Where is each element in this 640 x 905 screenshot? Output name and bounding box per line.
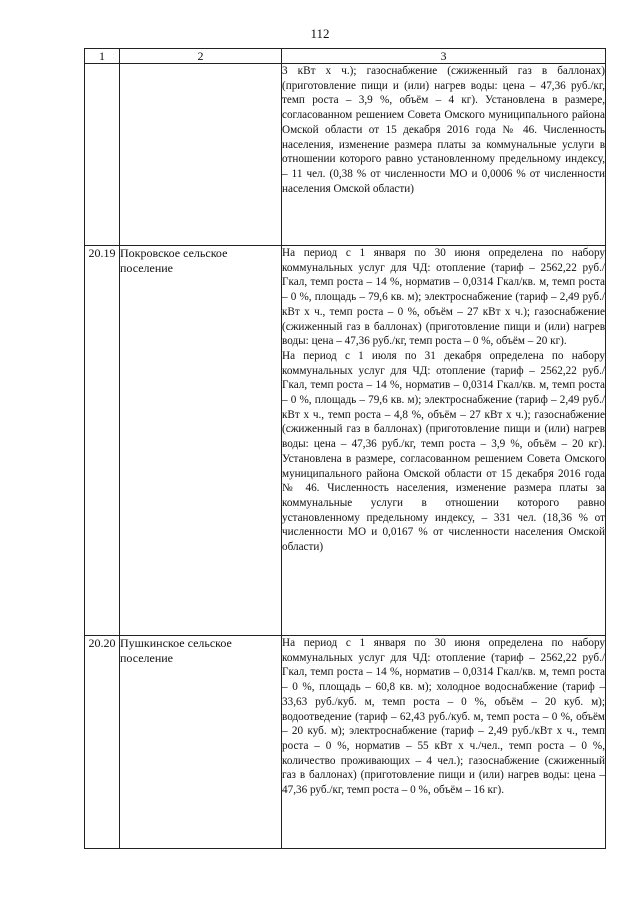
municipality-name — [120, 64, 282, 246]
description-paragraph: На период с 1 января по 30 июня определена по набору коммунальных услуг для ЧД: отопление (тариф – 2562,22 руб./Гкал, темп роста – 14 %, норматив – 0,0314 Гкал/кв. м, темп роста – 0 %, площадь – 79,6 кв. м); электроснабжение (тариф – 2,49 руб./кВт х ч., темп роста – 0 %, объём – 27 кВт х ч.); газоснабжение (сжиженный газ в баллонах) (приготовление пищи и (или) нагрев воды: цена – 47,36 руб./кг, темп роста – 0 %, объём – 20 кг). — [282, 247, 605, 348]
column-header-1: 1 — [85, 49, 120, 64]
description-paragraph: На период с 1 января по 30 июня определена по набору коммунальных услуг для ЧД: отопление (тариф – 2562,22 руб./Гкал, темп роста – 14 %, норматив – 0,0314 Гкал/кв. м, темп роста – 0 %, площадь – 60,8 кв. м); холодное водоснабжение (тариф – 33,63 руб./куб. м, темп роста – 0 %, объём – 20 куб. м); водоотведение (тариф – 62,43 руб./куб. м, темп роста – 0 %, объём – 20 куб. м); электроснабжение (тариф – 2,49 руб./кВт х ч., темп роста – 0 %, норматив – 55 кВт х ч./чел., темп роста – 0 %, количество проживающих – 4 чел.); газоснабжение (сжиженный газ в баллонах) (приготовление пищи и (или) нагрев воды: цена – 47,36 руб./кг, темп роста – 0 %, объём – 16 кг). — [282, 637, 605, 797]
table-row — [85, 636, 606, 849]
row-number: 20.19 — [85, 246, 120, 636]
row-number — [85, 64, 120, 246]
description-paragraph: 3 кВт х ч.); газоснабжение (сжиженный газ в баллонах) (приготовление пищи и (или) нагрев воды: цена – 47,36 руб./кг, темп роста – 3,9 %, объём – 4 кг). Установлена в размере, согласованном решением Совета Омского муниципального района Омской области от 15 декабря 2016 года № 46. Численность населения, изменение размера платы за коммунальные услуги в отношении которого равно установленному предельному индексу, – 11 чел. (0,38 % от численности МО и 0,0006 % от численности населения Омской области) — [282, 65, 605, 195]
municipality-name: Пушкинское сельское поселение — [120, 636, 282, 849]
page-number: 112 — [310, 26, 330, 41]
row-number: 20.20 — [85, 636, 120, 849]
description-cell — [282, 64, 606, 246]
table-row — [85, 246, 606, 636]
description-cell — [282, 246, 606, 636]
description-paragraph: На период с 1 июля по 31 декабря определена по набору коммунальных услуг для ЧД: отопление (тариф – 2562,22 руб./Гкал, темп роста – 14 %, норматив – 0,0314 Гкал/кв. м, темп роста – 0 %, площадь – 79,6 кв. м); электроснабжение (тариф – 2,49 руб./кВт х ч., темп роста – 4,8 %, объём – 27 кВт х ч.); газоснабжение (сжиженный газ в баллонах) (приготовление пищи и (или) нагрев воды: цена – 47,36 руб./кг, темп роста – 3,9 %, объём – 20 кг). Установлена в размере, согласованном решением Совета Омского муниципального района Омской области от 15 декабря 2016 года № 46. Численность населения, изменение размера платы за коммунальные услуги в отношении которого равно установленному предельному индексу, – 331 чел. (18,36 % от численности МО и 0,0167 % от численности населения Омской области) — [282, 349, 605, 554]
tariff-table — [84, 48, 606, 849]
column-header-3: 3 — [282, 49, 606, 64]
description-cell — [282, 636, 606, 849]
table-header-row — [85, 49, 606, 64]
table-row — [85, 64, 606, 246]
municipality-name: Покровское сельское поселение — [120, 246, 282, 636]
column-header-2: 2 — [120, 49, 282, 64]
